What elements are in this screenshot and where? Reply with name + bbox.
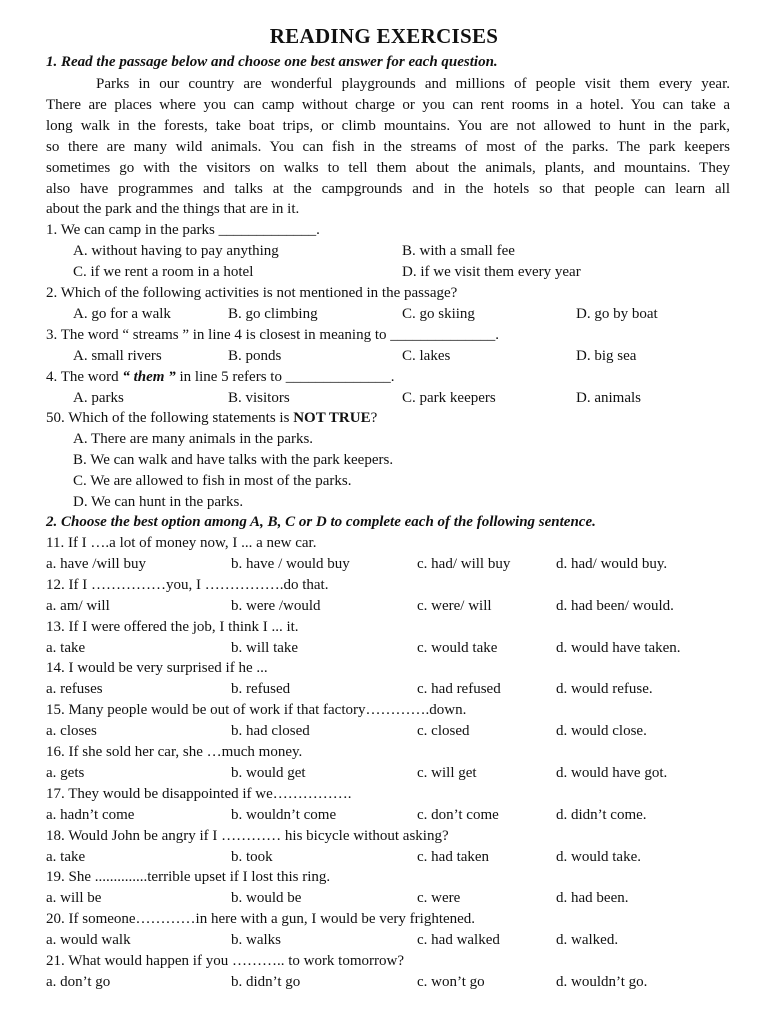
question-11-option-c[interactable]: c. had/ will buy	[417, 556, 511, 572]
question-15-option-a[interactable]: a. closes	[46, 723, 97, 739]
question-2-option-a[interactable]: A. go for a walk	[73, 306, 171, 322]
question-14-option-c[interactable]: c. had refused	[417, 681, 501, 697]
question-21-stem: 21. What would happen if you ……….. to work tomorrow?	[46, 953, 405, 969]
question-50-option-a[interactable]: A. There are many animals in the parks.	[73, 431, 314, 447]
question-15-option-b[interactable]: b. had closed	[231, 723, 310, 739]
question-13-option-c[interactable]: c. would take	[417, 640, 498, 656]
question-1-option-c[interactable]: C. if we rent a room in a hotel	[73, 264, 254, 280]
question-19-stem: 19. She ..............terrible upset if I lost this ring.	[46, 869, 331, 885]
question-4-stem-suffix: in line 5 refers to ______________.	[175, 369, 395, 385]
question-18-option-a[interactable]: a. take	[46, 849, 86, 865]
question-16-stem: 16. If she sold her car, she …much money.	[46, 744, 303, 760]
question-21-option-d[interactable]: d. wouldn’t go.	[556, 974, 648, 990]
question-16-option-b[interactable]: b. would get	[231, 765, 306, 781]
question-19-option-a[interactable]: a. will be	[46, 890, 102, 906]
question-3-option-d[interactable]: D. big sea	[576, 348, 637, 364]
question-14-option-a[interactable]: a. refuses	[46, 681, 103, 697]
question-13-option-a[interactable]: a. take	[46, 640, 86, 656]
question-11-option-d[interactable]: d. had/ would buy.	[556, 556, 668, 572]
question-21-option-c[interactable]: c. won’t go	[417, 974, 485, 990]
question-14-stem: 14. I would be very surprised if he ...	[46, 660, 268, 676]
passage-line-4: so there are many wild animals. You can fish in the streams of most of the parks. The park keepers	[46, 139, 730, 155]
question-12-option-b[interactable]: b. were /would	[231, 598, 321, 614]
question-17-option-c[interactable]: c. don’t come	[417, 807, 499, 823]
question-20-option-d[interactable]: d. walked.	[556, 932, 619, 948]
question-4-stem	[46, 367, 394, 387]
question-4-option-b[interactable]: B. visitors	[228, 390, 290, 406]
question-19-option-d[interactable]: d. had been.	[556, 890, 629, 906]
question-16-option-a[interactable]: a. gets	[46, 765, 85, 781]
passage-line-7: about the park and the things that are in it.	[46, 201, 300, 217]
question-20-stem: 20. If someone…………in here with a gun, I would be very frightened.	[46, 911, 476, 927]
question-1-stem: 1. We can camp in the parks _____________.	[46, 222, 320, 238]
question-4-option-c[interactable]: C. park keepers	[402, 390, 496, 406]
question-2-option-d[interactable]: D. go by boat	[576, 306, 658, 322]
question-50-option-c[interactable]: C. We are allowed to fish in most of the parks.	[73, 473, 352, 489]
question-3-option-b[interactable]: B. ponds	[228, 348, 282, 364]
question-20-option-c[interactable]: c. had walked	[417, 932, 500, 948]
question-14-option-b[interactable]: b. refused	[231, 681, 291, 697]
question-13-option-b[interactable]: b. will take	[231, 640, 299, 656]
question-15-option-c[interactable]: c. closed	[417, 723, 470, 739]
question-12-option-d[interactable]: d. had been/ would.	[556, 598, 674, 614]
question-2-option-b[interactable]: B. go climbing	[228, 306, 318, 322]
question-19-option-b[interactable]: b. would be	[231, 890, 302, 906]
question-18-option-b[interactable]: b. took	[231, 849, 273, 865]
question-1-option-d[interactable]: D. if we visit them every year	[402, 264, 581, 280]
question-2-stem: 2. Which of the following activities is not mentioned in the passage?	[46, 285, 458, 301]
section2-heading: 2. Choose the best option among A, B, C or D to complete each of the following sentence.	[46, 514, 596, 530]
question-12-option-c[interactable]: c. were/ will	[417, 598, 492, 614]
page-title: READING EXERCISES	[269, 24, 499, 48]
question-11-option-a[interactable]: a. have /will buy	[46, 556, 146, 572]
question-12-option-a[interactable]: a. am/ will	[46, 598, 110, 614]
question-21-option-b[interactable]: b. didn’t go	[231, 974, 301, 990]
question-4-option-d[interactable]: D. animals	[576, 390, 641, 406]
question-16-option-d[interactable]: d. would have got.	[556, 765, 668, 781]
question-17-option-a[interactable]: a. hadn’t come	[46, 807, 135, 823]
passage-line-2: There are places where you can camp without charge or you can rent rooms in a hotel. You can take a	[46, 97, 730, 113]
passage-line-6: also have programmes and talks at the campgrounds and in the hotels so that people can learn all	[46, 181, 730, 197]
question-4-option-a[interactable]: A. parks	[73, 390, 124, 406]
question-50-option-d[interactable]: D. We can hunt in the parks.	[73, 494, 244, 510]
passage-line-3: long walk in the forests, take boat trips, or climb mountains. You are not allowed to hunt in the park,	[46, 118, 730, 134]
passage-line-5: sometimes go with the visitors on walks to tell them about the animals, plants, and mountains. They	[46, 160, 730, 176]
question-2-option-c[interactable]: C. go skiing	[402, 306, 475, 322]
question-18-stem: 18. Would John be angry if I ………… his bicycle without asking?	[46, 828, 449, 844]
question-13-stem: 13. If I were offered the job, I think I ... it.	[46, 619, 299, 635]
question-17-option-d[interactable]: d. didn’t come.	[556, 807, 647, 823]
question-3-stem: 3. The word “ streams ” in line 4 is closest in meaning to ______________.	[46, 327, 499, 343]
question-50-stem	[46, 408, 377, 428]
question-50-stem-suffix: ?	[370, 410, 378, 426]
question-3-option-c[interactable]: C. lakes	[402, 348, 451, 364]
question-50-stem-bold: NOT TRUE	[293, 410, 371, 426]
question-13-option-d[interactable]: d. would have taken.	[556, 640, 681, 656]
question-4-stem-emphasis: “ them ”	[122, 369, 176, 385]
question-17-stem: 17. They would be disappointed if we…………….	[46, 786, 352, 802]
question-1-option-a[interactable]: A. without having to pay anything	[73, 243, 279, 259]
question-19-option-c[interactable]: c. were	[417, 890, 461, 906]
question-20-option-b[interactable]: b. walks	[231, 932, 281, 948]
question-12-stem: 12. If I ……………you, I …………….do that.	[46, 577, 329, 593]
question-16-option-c[interactable]: c. will get	[417, 765, 477, 781]
question-21-option-a[interactable]: a. don’t go	[46, 974, 111, 990]
question-18-option-c[interactable]: c. had taken	[417, 849, 490, 865]
question-15-stem: 15. Many people would be out of work if that factory………….down.	[46, 702, 467, 718]
passage-line-1: Parks in our country are wonderful playgrounds and millions of people visit them every year.	[96, 76, 730, 92]
question-11-stem: 11. If I ….a lot of money now, I ... a new car.	[46, 535, 317, 551]
question-14-option-d[interactable]: d. would refuse.	[556, 681, 653, 697]
question-17-option-b[interactable]: b. wouldn’t come	[231, 807, 337, 823]
question-20-option-a[interactable]: a. would walk	[46, 932, 131, 948]
section1-heading: 1. Read the passage below and choose one best answer for each question.	[46, 54, 498, 70]
question-3-option-a[interactable]: A. small rivers	[73, 348, 162, 364]
question-15-option-d[interactable]: d. would close.	[556, 723, 647, 739]
question-50-option-b[interactable]: B. We can walk and have talks with the park keepers.	[73, 452, 394, 468]
question-18-option-d[interactable]: d. would take.	[556, 849, 641, 865]
question-1-option-b[interactable]: B. with a small fee	[402, 243, 515, 259]
question-50-stem-prefix: 50. Which of the following statements is	[46, 410, 294, 426]
question-4-stem-prefix: 4. The word	[46, 369, 123, 385]
question-11-option-b[interactable]: b. have / would buy	[231, 556, 350, 572]
